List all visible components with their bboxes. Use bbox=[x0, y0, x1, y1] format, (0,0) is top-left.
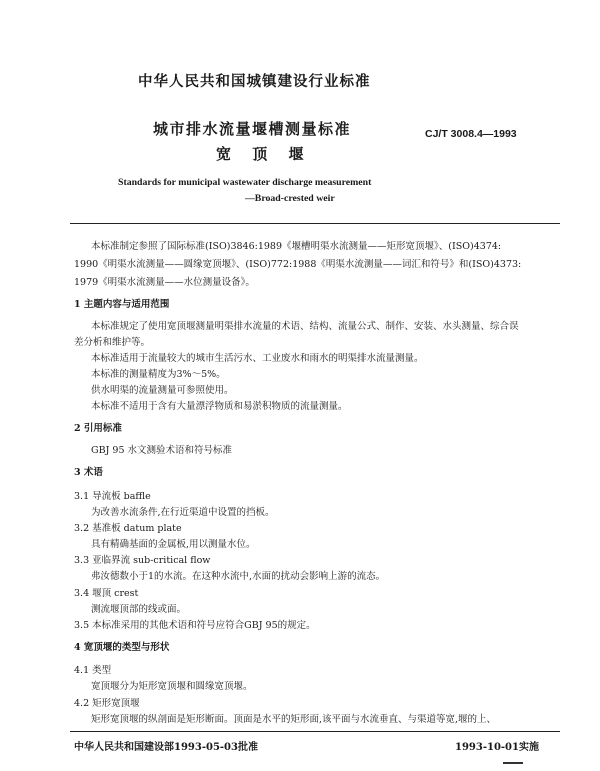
s1-paragraph-4: 供水明渠的流量测量可参照使用。 bbox=[91, 385, 234, 396]
footer-divider bbox=[70, 731, 560, 732]
intro-line-3: 1979《明渠水流测量——水位测量设备》。 bbox=[74, 277, 255, 288]
clause-4-2: 4.2 矩形宽顶堰 bbox=[74, 698, 140, 709]
s2-reference: GBJ 95 水文测验术语和符号标准 bbox=[91, 445, 233, 456]
section-2-heading: 2 引用标准 bbox=[74, 423, 122, 434]
term-3-5: 3.5 本标准采用的其他术语和符号应符合GBJ 95的规定。 bbox=[74, 620, 316, 631]
section-4-heading: 4 宽顶堰的类型与形状 bbox=[74, 642, 170, 653]
implementation-date: 1993-10-01实施 bbox=[455, 742, 539, 753]
approval-note: 中华人民共和国建设部1993-05-03批准 bbox=[74, 742, 258, 753]
term-3-2: 3.2 基准板 datum plate bbox=[74, 523, 182, 534]
standard-code: CJ/T 3008.4—1993 bbox=[425, 128, 517, 140]
s1-paragraph-2: 本标准适用于流量较大的城市生活污水、工业废水和雨水的明渠排水流量测量。 bbox=[91, 353, 424, 364]
clause-4-2-text: 矩形宽顶堰的纵剖面是矩形断面。顶面是水平的矩形面,该平面与水流垂直、与渠道等宽,堰的上、 bbox=[91, 714, 497, 725]
english-subtitle: —Broad-crested weir bbox=[245, 193, 335, 204]
clause-4-1: 4.1 类型 bbox=[74, 665, 112, 676]
term-3-1: 3.1 导流板 baffle bbox=[74, 491, 151, 502]
intro-line-2: 1990《明渠水流测量——圆缘宽顶堰》、(ISO)772:1988《明渠水流测量——词汇和符号》和(ISO)4373: bbox=[74, 259, 522, 270]
page-edge-mark bbox=[503, 762, 523, 768]
term-3-2-definition: 具有精确基面的金属板,用以测量水位。 bbox=[91, 539, 256, 550]
section-1-heading: 1 主题内容与适用范围 bbox=[74, 299, 170, 310]
term-3-4: 3.4 堰顶 crest bbox=[74, 588, 139, 599]
term-3-3-definition: 弗汝德数小于1的水流。在这种水流中,水面的扰动会影响上游的流态。 bbox=[91, 571, 386, 582]
intro-line-1: 本标准制定参照了国际标准(ISO)3846:1989《堰槽明渠水流测量——矩形宽顶堰》、(ISO)4374: bbox=[91, 241, 502, 252]
section-3-heading: 3 术语 bbox=[74, 467, 103, 478]
header-divider bbox=[70, 223, 560, 224]
s1-paragraph-1a: 本标准规定了使用宽顶堰测量明渠排水流量的术语、结构、流量公式、制作、安装、水头测量、综合误 bbox=[91, 321, 519, 332]
s1-paragraph-5: 本标准不适用于含有大量漂浮物质和易淤积物质的流量测量。 bbox=[91, 401, 348, 412]
s1-paragraph-1b: 差分析和维护等。 bbox=[74, 337, 151, 348]
term-3-3: 3.3 亚临界流 sub-critical flow bbox=[74, 555, 211, 566]
clause-4-1-text: 宽顶堰分为矩形宽顶堰和圆缘宽顶堰。 bbox=[91, 681, 253, 692]
document-subtitle: 宽 顶 堰 bbox=[216, 145, 312, 163]
standard-type-heading: 中华人民共和国城镇建设行业标准 bbox=[138, 73, 371, 90]
term-3-1-definition: 为改善水流条件,在行近渠道中设置的挡板。 bbox=[91, 507, 275, 518]
document-title: 城市排水流量堰槽测量标准 bbox=[153, 120, 352, 138]
term-3-4-definition: 测流堰顶部的线或面。 bbox=[91, 604, 187, 615]
s1-paragraph-3: 本标准的测量精度为3%～5%。 bbox=[91, 369, 226, 380]
english-title: Standards for municipal wastewater discharge measurement bbox=[118, 177, 372, 188]
